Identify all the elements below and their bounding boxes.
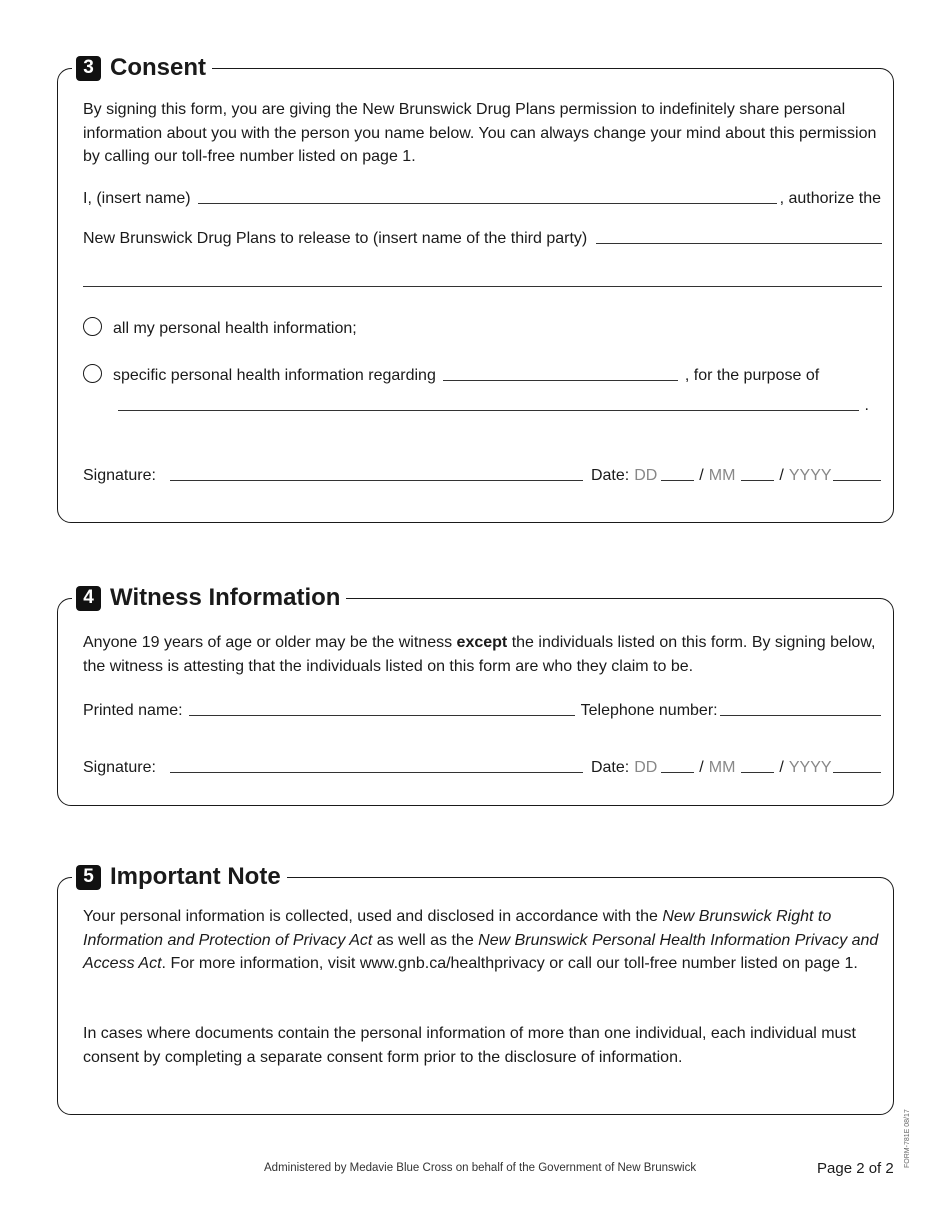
option-all-radio[interactable]: [83, 317, 102, 336]
section-number-badge: 5: [76, 865, 101, 890]
consent-header-rule: [216, 68, 881, 69]
form-code: FORM-781E 08/17: [904, 1109, 911, 1168]
witness-intro-end: the individuals listed on this form. By signing below, the witness is attesting that the individuals listed on this form are who they claim to be.: [83, 634, 876, 675]
note-paragraph-2: In cases where documents contain the personal information of more than one individual, each individual must consent by completing a separate consent form prior to the disclosure of information.: [83, 1025, 856, 1066]
date-day-field[interactable]: [661, 772, 694, 773]
option-all-row: [83, 317, 881, 338]
purpose-period: .: [864, 397, 869, 414]
date-year-field[interactable]: [833, 772, 881, 773]
date-label: Date:: [590, 759, 630, 776]
authorize-label: , authorize the: [779, 190, 881, 207]
section-title: Witness Information: [110, 584, 341, 611]
consent-header: [72, 53, 212, 83]
option-specific-label: specific personal health information regarding: [113, 367, 436, 384]
date-year-placeholder: YYYY: [788, 467, 832, 484]
signature-label: Signature:: [83, 467, 156, 484]
third-party-row: [83, 230, 882, 248]
note-p1-text: Your personal information is collected, used and disclosed in accordance with the: [83, 908, 663, 925]
third-party-field-continued[interactable]: [83, 286, 882, 287]
date-day-field[interactable]: [661, 480, 694, 481]
section-number-badge: 4: [76, 586, 101, 611]
witness-signature-row: [83, 759, 881, 777]
note-header-rule: [315, 877, 881, 878]
note-p1-text: as well as the: [372, 931, 479, 949]
third-party-field[interactable]: [596, 243, 882, 244]
consent-intro: By signing this form, you are giving the New Brunswick Drug Plans permission to indefinitely share personal information about you with the person you name below. You can always change your mind about this permission by calling our toll-free number listed on page 1.: [83, 101, 877, 165]
date-month-placeholder: MM: [708, 467, 736, 484]
third-party-label: New Brunswick Drug Plans to release to (insert name of the third party): [83, 230, 588, 247]
signature-field[interactable]: [170, 480, 583, 481]
witness-section: [57, 584, 894, 806]
telephone-field[interactable]: [720, 715, 881, 716]
witness-intro: [83, 631, 883, 678]
note-header: [72, 862, 287, 892]
option-specific-radio[interactable]: [83, 364, 102, 383]
date-year-placeholder: YYYY: [788, 759, 832, 776]
witness-intro-except: except: [456, 634, 508, 651]
date-month-placeholder: MM: [708, 759, 736, 776]
date-separator: /: [779, 759, 784, 776]
name-field[interactable]: [198, 203, 777, 204]
date-separator: /: [699, 759, 704, 776]
consent-signature-row: [83, 467, 881, 485]
note-p1-act-1: New Brunswick Right to Information and Protection of Privacy Act: [83, 908, 832, 949]
section-number-badge: 3: [76, 56, 101, 81]
date-month-field[interactable]: [741, 480, 774, 481]
date-month-field[interactable]: [741, 772, 774, 773]
witness-header: [72, 583, 346, 613]
purpose-row: [118, 397, 869, 415]
important-note-section: [57, 863, 894, 1115]
note-paragraph-1: [83, 905, 883, 976]
section-title: Important Note: [110, 863, 281, 890]
witness-name-row: [83, 702, 881, 720]
date-day-placeholder: DD: [634, 467, 658, 484]
date-separator: /: [699, 467, 704, 484]
purpose-label: , for the purpose of: [684, 367, 820, 384]
insert-name-label: I, (insert name): [83, 190, 191, 207]
date-day-placeholder: DD: [634, 759, 658, 776]
purpose-field[interactable]: [118, 410, 859, 411]
date-label: Date:: [590, 467, 630, 484]
consent-section: [57, 54, 894, 523]
option-all-label: all my personal health information;: [113, 320, 357, 337]
footer-administered: Administered by Medavie Blue Cross on behalf of the Government of New Brunswick: [264, 1162, 697, 1174]
note-p1-text: . For more information, visit www.gnb.ca/healthprivacy or call our toll-free number listed on page 1.: [161, 955, 858, 972]
note-p1-act-2: New Brunswick Personal Health Information Privacy and Access Act: [83, 931, 879, 972]
page-number: Page 2 of 2: [817, 1160, 894, 1177]
specific-info-field[interactable]: [443, 380, 678, 381]
telephone-label: Telephone number:: [580, 702, 718, 719]
witness-header-rule: [360, 598, 881, 599]
witness-intro-start: Anyone 19 years of age or older may be the witness: [83, 634, 457, 651]
date-separator: /: [779, 467, 784, 484]
section-title: Consent: [110, 54, 206, 81]
insert-name-row: [83, 190, 881, 208]
signature-label: Signature:: [83, 759, 156, 776]
option-specific-row: [83, 364, 859, 385]
printed-name-label: Printed name:: [83, 702, 183, 719]
printed-name-field[interactable]: [189, 715, 575, 716]
date-year-field[interactable]: [833, 480, 881, 481]
witness-signature-field[interactable]: [170, 772, 583, 773]
